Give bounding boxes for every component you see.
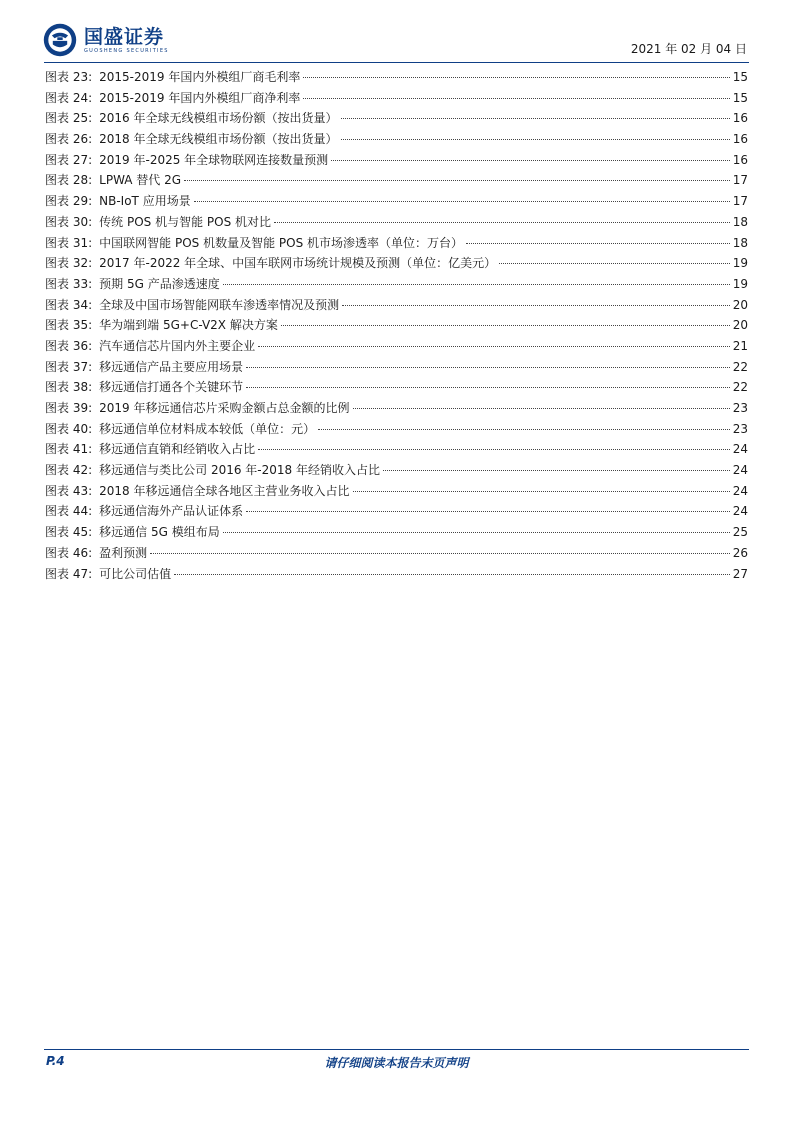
toc-entry-label: 图表 40: [45, 421, 93, 436]
toc-entry-title: 2018 年移远通信全球各地区主营业务收入占比 [99, 483, 350, 498]
toc-entry-page: 21 [732, 338, 748, 353]
toc-entry-title: 2017 年-2022 年全球、中国车联网市场统计规模及预测（单位：亿美元） [99, 256, 497, 271]
toc-entry[interactable] [45, 502, 748, 523]
toc-entry-title: 华为端到端 5G+C-V2X 解决方案 [99, 318, 278, 333]
toc-entry[interactable] [45, 192, 748, 213]
toc-entry-label: 图表 33: [45, 276, 93, 291]
toc-dot-leader [303, 98, 729, 99]
toc-dot-leader [342, 305, 730, 306]
toc-dot-leader [499, 263, 730, 264]
toc-dot-leader [318, 429, 730, 430]
toc-dot-leader [303, 77, 729, 78]
toc-entry[interactable] [45, 171, 748, 192]
toc-entry-label: 图表 34: [45, 297, 93, 312]
toc-entry-title: 盈利预测 [99, 545, 148, 560]
toc-dot-leader [353, 408, 730, 409]
toc-entry-page: 25 [732, 525, 748, 540]
toc-dot-leader [223, 532, 730, 533]
toc-entry-page: 26 [732, 545, 748, 560]
page-number: P.4 [46, 1054, 65, 1068]
toc-entry[interactable] [45, 440, 748, 461]
toc-entry[interactable] [45, 89, 748, 110]
toc-entry-title: 可比公司估值 [99, 566, 172, 581]
header-divider [44, 62, 749, 63]
toc-entry[interactable] [45, 420, 748, 441]
guosheng-logo-icon [42, 22, 78, 58]
toc-entry-page: 17 [732, 194, 748, 209]
toc-dot-leader [150, 553, 730, 554]
toc-entry[interactable] [45, 523, 748, 544]
toc-dot-leader [274, 222, 730, 223]
footer-divider [44, 1049, 749, 1050]
toc-entry-page: 20 [732, 297, 748, 312]
toc-entry-page: 19 [732, 276, 748, 291]
toc-entry-page: 24 [732, 463, 748, 478]
toc-entry[interactable] [45, 378, 748, 399]
page-header [0, 0, 793, 64]
toc-entry[interactable] [45, 130, 748, 151]
toc-entry[interactable] [45, 109, 748, 130]
toc-dot-leader [341, 139, 730, 140]
toc-entry-page: 23 [732, 421, 748, 436]
toc-dot-leader [466, 243, 730, 244]
toc-entry-page: 15 [732, 70, 748, 84]
toc-dot-leader [223, 284, 730, 285]
toc-entry-title: 全球及中国市场智能网联车渗透率情况及预测 [99, 297, 340, 312]
toc-dot-leader [353, 491, 730, 492]
toc-entry-label: 图表 44: [45, 504, 93, 519]
report-date: 2021 年 02 月 04 日 [630, 42, 747, 56]
toc-entry-page: 22 [732, 359, 748, 374]
toc-dot-leader [184, 180, 730, 181]
toc-dot-leader [246, 387, 730, 388]
toc-entry[interactable] [45, 482, 748, 503]
toc-entry[interactable] [45, 234, 748, 255]
toc-entry-label: 图表 32: [45, 256, 93, 271]
toc-entry-title: 中国联网智能 POS 机数量及智能 POS 机市场渗透率（单位：万台） [99, 235, 463, 250]
toc-dot-leader [246, 367, 730, 368]
toc-entry-title: 2018 年全球无线模组市场份额（按出货量） [99, 132, 338, 147]
toc-entry-page: 24 [732, 483, 748, 498]
toc-entry-title: LPWA 替代 2G [99, 173, 182, 188]
figure-index-list [45, 68, 748, 585]
toc-entry-page: 23 [732, 401, 748, 415]
toc-entry-label: 图表 38: [45, 380, 93, 395]
toc-dot-leader [281, 325, 730, 326]
toc-dot-leader [383, 470, 730, 471]
toc-entry-label: 图表 26: [45, 132, 93, 147]
logo-chinese-name: 国盛证券 [84, 25, 165, 48]
toc-entry-label: 图表 28: [45, 173, 93, 188]
toc-entry[interactable] [45, 254, 748, 275]
toc-entry[interactable] [45, 565, 748, 586]
toc-entry-label: 图表 35: [45, 318, 93, 333]
toc-entry-title: 移远通信 5G 模组布局 [99, 525, 220, 540]
toc-entry[interactable] [45, 544, 748, 565]
toc-entry-page: 16 [732, 111, 748, 126]
toc-entry-page: 19 [732, 256, 748, 271]
toc-dot-leader [246, 511, 730, 512]
toc-entry-label: 图表 25: [45, 111, 93, 126]
toc-entry-title: 移远通信打通各个关键环节 [99, 380, 244, 395]
toc-entry-page: 18 [732, 214, 748, 229]
toc-entry-title: 2019 年-2025 年全球物联网连接数量预测 [99, 152, 329, 167]
toc-entry-label: 图表 46: [45, 545, 93, 560]
toc-dot-leader [331, 160, 730, 161]
toc-entry-label: 图表 37: [45, 359, 93, 374]
toc-entry-title: 2019 年移远通信芯片采购金额占总金额的比例 [99, 401, 350, 415]
toc-entry-label: 图表 29: [45, 194, 93, 209]
toc-dot-leader [258, 346, 730, 347]
toc-entry-title: 移远通信单位材料成本较低（单位：元） [99, 421, 316, 436]
toc-entry-label: 图表 30: [45, 214, 93, 229]
toc-entry-page: 24 [732, 442, 748, 457]
toc-dot-leader [194, 201, 730, 202]
toc-entry[interactable] [45, 68, 748, 89]
toc-entry-label: 图表 47: [45, 566, 93, 581]
toc-entry-label: 图表 41: [45, 442, 93, 457]
toc-entry[interactable] [45, 296, 748, 317]
toc-entry-title: 移远通信产品主要应用场景 [99, 359, 244, 374]
toc-entry-title: NB-IoT 应用场景 [99, 194, 191, 209]
toc-entry-label: 图表 43: [45, 483, 93, 498]
toc-entry-page: 16 [732, 152, 748, 167]
toc-entry-page: 20 [732, 318, 748, 333]
toc-entry-page: 27 [732, 566, 748, 581]
toc-entry-title: 移远通信直销和经销收入占比 [99, 442, 256, 457]
toc-entry-label: 图表 27: [45, 152, 93, 167]
toc-entry-label: 图表 42: [45, 463, 93, 478]
toc-entry-title: 移远通信海外产品认证体系 [99, 504, 244, 519]
toc-entry[interactable] [45, 399, 748, 420]
toc-entry-page: 18 [732, 235, 748, 250]
toc-entry-label: 图表 24: [45, 90, 93, 105]
toc-entry[interactable] [45, 461, 748, 482]
toc-entry-page: 16 [732, 132, 748, 147]
toc-entry-title: 汽车通信芯片国内外主要企业 [99, 338, 256, 353]
company-logo [42, 20, 169, 60]
logo-english-name: GUOSHENG SECURITIES [84, 47, 169, 54]
toc-entry[interactable] [45, 316, 748, 337]
toc-dot-leader [341, 118, 730, 119]
toc-entry-page: 22 [732, 380, 748, 395]
toc-entry-page: 15 [732, 90, 748, 105]
toc-entry[interactable] [45, 151, 748, 172]
toc-entry-title: 移远通信与类比公司 2016 年-2018 年经销收入占比 [99, 463, 380, 478]
toc-entry[interactable] [45, 275, 748, 296]
toc-entry-title: 2015-2019 年国内外模组厂商净利率 [99, 90, 301, 105]
toc-entry-page: 17 [732, 173, 748, 188]
toc-entry-title: 预期 5G 产品渗透速度 [99, 276, 220, 291]
toc-dot-leader [174, 574, 730, 575]
toc-entry-label: 图表 45: [45, 525, 93, 540]
toc-entry-label: 图表 39: [45, 401, 93, 415]
toc-entry-title: 2016 年全球无线模组市场份额（按出货量） [99, 111, 338, 126]
toc-dot-leader [258, 449, 730, 450]
toc-entry-label: 图表 36: [45, 338, 93, 353]
toc-entry-title: 传统 POS 机与智能 POS 机对比 [99, 214, 271, 229]
toc-entry-label: 图表 23: [45, 70, 93, 84]
toc-entry-page: 24 [732, 504, 748, 519]
disclaimer-note: 请仔细阅读本报告末页声明 [324, 1056, 469, 1070]
toc-entry[interactable] [45, 213, 748, 234]
toc-entry[interactable] [45, 337, 748, 358]
toc-entry-label: 图表 31: [45, 235, 93, 250]
toc-entry-title: 2015-2019 年国内外模组厂商毛利率 [99, 70, 301, 84]
toc-entry[interactable] [45, 358, 748, 379]
